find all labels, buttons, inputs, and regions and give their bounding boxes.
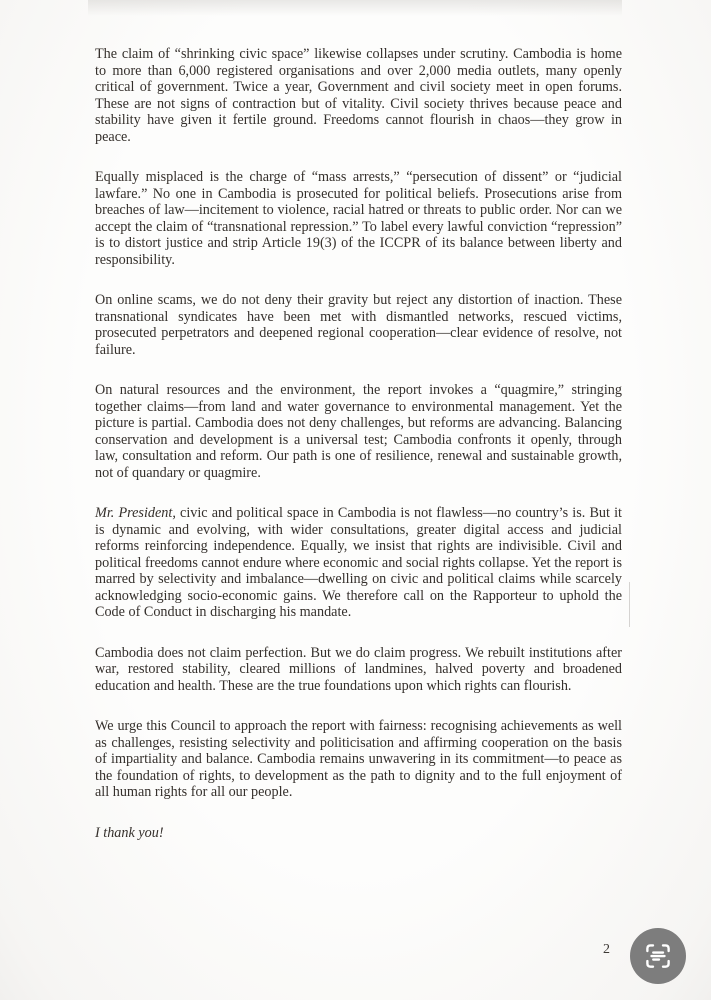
paragraph-urge-council: We urge this Council to approach the report with fairness: recognising achievements as well as challenges, resisting selectivity and politicisation and affirming cooperation on the basis of impartiality and balance. Cambodia remains unwavering in its commitment—to peace as the foundation of rights, to development as the path to dignity and to the full enjoyment of all human rights for all our people. — [95, 718, 622, 800]
paragraph-mass-arrests: Equally misplaced is the charge of “mass arrests,” “persecution of dissent” or “judicial lawfare.” No one in Cambodia is prosecuted for political beliefs. Prosecutions arise from breaches of law—incitement to violence, racial hatred or threats to public order. Nor can we accept the claim of “transnational repression.” To label every lawful conviction “repression” is to distort justice and strip Article 19(3) of the ICCPR of its balance between liberty and responsibility. — [95, 169, 622, 268]
page-top-shadow — [88, 0, 622, 16]
page-number: 2 — [603, 942, 610, 957]
salutation-italic: Mr. President, — [95, 505, 176, 521]
paragraph-natural-resources: On natural resources and the environment, the report invokes a “quagmire,” stringing together claims—from land and water governance to environmental management. Yet the picture is partial. Cambodia does not deny challenges, but reforms are advancing. Balancing conservation and development is a universal test; Cambodia confronts it openly, through law, consultation and reform. Our path is one of resilience, renewal and sustainable growth, not of quandary or quagmire. — [95, 382, 622, 481]
paragraph-progress: Cambodia does not claim perfection. But we do claim progress. We rebuilt institutions after war, restored stability, cleared millions of landmines, halved poverty and broadened education and health. These are the true foundations upon which rights can flourish. — [95, 644, 622, 694]
closing-line: I thank you! — [95, 824, 164, 841]
scan-button[interactable] — [630, 928, 686, 984]
statement-text — [95, 46, 622, 865]
paragraph-mr-president — [95, 505, 622, 621]
document-scan-icon — [643, 941, 673, 971]
paragraph-online-scams: On online scams, we do not deny their gravity but reject any distortion of inaction. These transnational syndicates have been met with dismantled networks, rescued victims, prosecuted perpetrators and deepened regional cooperation—clear evidence of resolve, not failure. — [95, 292, 622, 358]
paragraph-civic-space: The claim of “shrinking civic space” likewise collapses under scrutiny. Cambodia is home to more than 6,000 registered organisations and over 2,000 media outlets, many openly critical of government. Twice a year, Government and civil society meet in open forums. These are not signs of contraction but of vitality. Civil society thrives because peace and stability have given it fertile ground. Freedoms cannot flourish in chaos—they grow in peace. — [95, 46, 622, 145]
page-edge-mark — [629, 582, 630, 627]
paragraph-mr-president-body: civic and political space in Cambodia is not flawless—no country’s is. But it is dynamic and evolving, with wider consultations, greater digital access and judicial reforms reinforcing independence. Equally, we insist that rights are indivisible. Civil and political freedoms cannot endure where economic and social rights collapse. Yet the report is marred by selectivity and imbalance—dwelling on civic and political claims while scarcely acknowledging socio-economic gains. We therefore call on the Rapporteur to uphold the Code of Conduct in discharging his mandate. — [95, 505, 622, 620]
